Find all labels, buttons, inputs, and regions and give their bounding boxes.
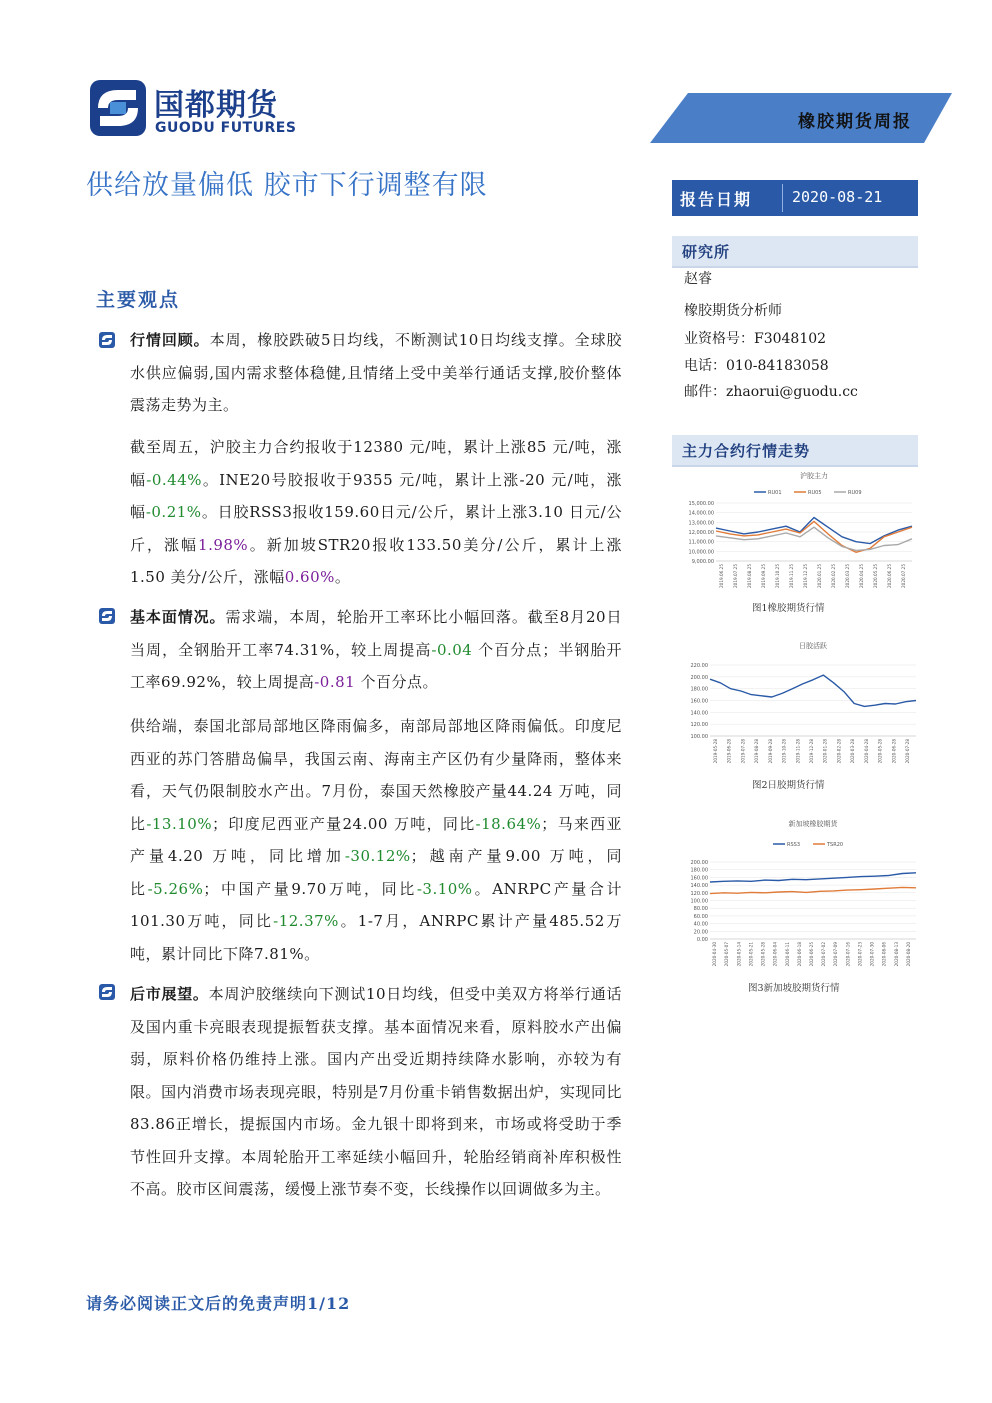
y-tick-label: 40.00 — [693, 921, 708, 928]
chart-3-svg — [676, 815, 918, 975]
institute-header — [672, 236, 918, 268]
y-tick-label: 140.00 — [690, 883, 708, 890]
y-tick-label: 120.00 — [690, 722, 708, 729]
market-review-paragraph — [130, 324, 622, 422]
y-tick-label: 160.00 — [690, 875, 708, 882]
analyst-role: 橡胶期货分析师 — [684, 303, 782, 319]
report-type-label: 橡胶期货周报 — [798, 112, 912, 132]
x-tick-label: 2019-10-28 — [781, 739, 787, 764]
page-title: 供给放量偏低 胶市下行调整有限 — [86, 170, 488, 201]
x-tick-label: 2020-05-07 — [724, 942, 730, 967]
x-tick-label: 2020.01.25 — [817, 564, 822, 588]
series-line-price — [710, 675, 916, 706]
analyst-email: 邮件：zhaorui@guodu.cc — [684, 384, 858, 400]
supply-text-5: ；中国产量9.70万吨，同比 — [203, 879, 417, 898]
x-tick-label: 2020-06-25 — [809, 942, 814, 967]
market-review-text: 本周，橡胶跌破5日均线，不断测试10日均线支撑。全球胶水供应偏弱,国内需求整体稳健,且情绪上受中美举行通话支撑,胶价整体震荡走势为主。 — [130, 331, 622, 414]
y-tick-label: 180.00 — [690, 867, 708, 874]
y-tick-label: 11,000.00 — [688, 539, 714, 546]
chart-1-caption: 图1橡胶期货行情 — [752, 603, 825, 614]
vietnam-yoy-value: -5.26% — [147, 879, 204, 898]
x-tick-label: 2019.07.25 — [733, 564, 738, 588]
x-tick-label: 2020-07-28 — [905, 739, 911, 764]
y-tick-label: 13,000.00 — [688, 520, 714, 527]
x-tick-label: 2020-07-09 — [833, 942, 839, 967]
y-tick-label: 20.00 — [693, 929, 708, 936]
x-tick-label: 2020.06.25 — [887, 564, 892, 588]
chart-1-svg — [676, 468, 918, 592]
x-tick-label: 2019-07-28 — [740, 739, 746, 764]
x-tick-label: 2020-05-28 — [877, 739, 883, 764]
all-steel-change-value: -0.04 — [431, 640, 473, 659]
y-tick-label: 14,000.00 — [688, 510, 714, 517]
outlook-paragraph — [130, 978, 622, 1206]
x-tick-label: 2020-08-20 — [905, 942, 911, 967]
x-tick-label: 2019.06.25 — [719, 564, 724, 588]
x-tick-label: 2020.04.25 — [859, 564, 864, 588]
y-tick-label: 12,000.00 — [688, 530, 714, 536]
y-tick-label: 220.00 — [690, 663, 708, 669]
logo-cn-text: 国都期货 — [154, 88, 278, 123]
x-tick-label: 2020-06-18 — [796, 942, 802, 967]
x-tick-label: 2020-04-28 — [863, 739, 869, 764]
x-tick-label: 2020-07-16 — [845, 942, 851, 967]
supply-paragraph — [130, 710, 622, 970]
logo-mark-icon — [88, 78, 148, 138]
analyst-phone: 电话：010-84183058 — [684, 358, 829, 374]
x-tick-label: 2020-04-30 — [712, 942, 718, 967]
x-tick-label: 2019-08-28 — [754, 739, 760, 764]
y-tick-label: 80.00 — [693, 906, 708, 913]
x-tick-label: 2020-05-21 — [748, 942, 754, 967]
supply-text-2: ；印度尼西亚产量24.00 万吨，同比 — [212, 814, 476, 833]
price-text-1: 截至周五，沪胶主力合约报收于12380 元/吨，累计上涨85 元/吨，涨幅 — [130, 438, 622, 489]
chart-2-caption: 图2日胶期货行情 — [752, 780, 825, 791]
x-tick-label: 2019.08.25 — [747, 564, 752, 588]
trend-header — [672, 435, 918, 467]
x-tick-label: 2019.10.25 — [775, 564, 780, 588]
y-tick-label: 60.00 — [693, 913, 708, 920]
fundamentals-text-2: 个百分点；半钢胎开工率69.92%，较上周提高 — [130, 640, 622, 691]
x-tick-label: 2020-07-30 — [869, 942, 875, 967]
y-tick-label: 10,000.00 — [688, 549, 714, 556]
x-tick-label: 2019-11-28 — [795, 739, 801, 764]
indonesia-yoy-value: -18.64% — [475, 814, 542, 833]
str20-change-value: 0.60% — [284, 568, 335, 586]
y-tick-label: 200.00 — [690, 860, 708, 866]
chart-title: 沪胶主力 — [800, 472, 828, 480]
fundamentals-paragraph — [130, 601, 622, 699]
legend-label: RU05 — [808, 490, 822, 496]
price-text-5: 。 — [334, 568, 351, 586]
fundamentals-lead: 基本面情况。 — [130, 608, 226, 626]
x-tick-label: 2020-07-23 — [857, 942, 863, 967]
rss3-change-value: 1.98% — [198, 535, 249, 554]
x-tick-label: 2019.11.25 — [789, 564, 794, 588]
date-divider — [782, 184, 783, 212]
supply-text-1: 供给端，泰国北部局部地区降雨偏多，南部局部地区降雨偏低。印度尼西亚的苏门答腊岛偏旱，我国云南、海南主产区仍有少量降雨，整体来看，天气仍限制胶水产出。7月份，泰国天然橡胶产量44.24 万吨，同比 — [130, 717, 622, 833]
logo-en-text: GUODU FUTURES — [155, 120, 297, 136]
market-review-lead: 行情回顾。 — [130, 331, 210, 349]
chart-2-svg — [676, 638, 918, 776]
x-tick-label: 2020.03.25 — [845, 564, 850, 588]
x-tick-label: 2020.05.25 — [873, 564, 878, 588]
x-tick-label: 2020-02-28 — [836, 739, 842, 764]
outlook-text: 本周沪胶继续向下测试10日均线，但受中美双方将举行通话及国内重卡亮眼表现提振暂获支撑。基本面情况来看，原料胶水产出偏弱，原料价格仍维持上涨。国内产出受近期持续降水影响，亦较为有限。国内消费市场表现亮眼，特别是7月份重卡销售数据出炉，实现同比83.86正增长，提振国内市场。金九银十即将到来，市场或将受助于季节性回升支撑。本周轮胎开工率延续小幅回升，轮胎经销商补库积极性不高。胶市区间震荡，缓慢上涨节奏不变，长线操作以回调做多为主。 — [130, 985, 622, 1198]
x-tick-label: 2020.07.25 — [901, 564, 906, 588]
shfe-change-value: -0.44% — [146, 470, 203, 489]
report-date-label: 报告日期 — [680, 190, 753, 209]
chart-3 — [676, 815, 918, 975]
footer-disclaimer: 请务必阅读正文后的免责声明1/12 — [86, 1294, 351, 1313]
x-tick-label: 2020-07-02 — [821, 942, 827, 967]
x-tick-label: 2019-06-28 — [726, 739, 732, 764]
y-tick-label: 120.00 — [690, 890, 708, 897]
bullet-icon — [98, 607, 116, 625]
china-yoy-value: -3.10% — [416, 879, 473, 898]
semi-steel-change-value: -0.81 — [314, 673, 356, 691]
price-summary-paragraph — [130, 431, 622, 594]
company-logo — [88, 78, 328, 140]
supply-text-4: ；越南产量9.00 万吨，同比 — [130, 847, 623, 898]
y-tick-label: 180.00 — [690, 686, 708, 693]
x-tick-label: 2019-05-28 — [712, 739, 718, 764]
legend-label: RSS3 — [787, 842, 801, 848]
y-tick-label: 15,000.00 — [688, 501, 714, 507]
x-tick-label: 2020-03-28 — [850, 739, 856, 764]
price-text-4: 。新加坡STR20报收133.50美分/公斤，累计上涨1.50 美分/公斤，涨幅 — [130, 535, 622, 586]
report-date-box — [672, 180, 918, 216]
bullet-icon — [98, 331, 116, 349]
bullet-icon — [98, 983, 116, 1001]
report-type-banner — [650, 93, 952, 143]
analyst-license: 业资格号：F3048102 — [684, 331, 827, 347]
chart-2 — [676, 638, 918, 776]
anrpc-yoy-value: -12.37% — [273, 912, 339, 930]
x-tick-label: 2020-06-04 — [772, 942, 778, 967]
chart-title: 日胶活跃 — [799, 642, 827, 650]
x-tick-label: 2020-06-28 — [891, 739, 897, 764]
report-date-value: 2020-08-21 — [792, 188, 883, 206]
y-tick-label: 9,000.00 — [691, 559, 714, 565]
fundamentals-text-3: 个百分点。 — [355, 673, 438, 691]
price-text-3: 。日胶RSS3报收159.60日元/公斤，累计上涨3.10 日元/公斤，涨幅 — [130, 503, 622, 554]
x-tick-label: 2020-06-11 — [784, 942, 790, 967]
trend-header-label: 主力合约行情走势 — [682, 442, 811, 460]
x-tick-label: 2019.12.25 — [803, 564, 808, 588]
y-tick-label: 100.00 — [690, 734, 708, 740]
analyst-name: 赵睿 — [684, 271, 712, 287]
y-tick-label: 160.00 — [690, 698, 708, 705]
x-tick-label: 2019.09.25 — [761, 564, 766, 588]
outlook-lead: 后市展望。 — [130, 985, 209, 1003]
y-tick-label: 200.00 — [690, 674, 708, 681]
x-tick-label: 2019-09-28 — [767, 739, 773, 764]
chart-1 — [676, 468, 918, 592]
x-tick-label: 2020-08-06 — [881, 942, 887, 967]
x-tick-label: 2020-05-14 — [736, 942, 742, 967]
x-tick-label: 2020-01-28 — [822, 739, 828, 764]
chart-title: 新加坡橡胶期货 — [788, 820, 838, 828]
ine-change-value: -0.21% — [145, 503, 202, 521]
fundamentals-text-1: 需求端，本周，轮胎开工率环比小幅回落。截至8月20日当周，全钢胎开工率74.31%，较上周提高 — [130, 608, 622, 659]
legend-label: TSR20 — [827, 842, 844, 848]
y-tick-label: 0.00 — [696, 937, 708, 943]
y-tick-label: 100.00 — [690, 898, 708, 905]
x-tick-label: 2020-08-13 — [893, 942, 899, 967]
x-tick-label: 2019-12-28 — [809, 739, 814, 764]
supply-text-6: 。ANRPC产量合计101.30万吨，同比 — [130, 879, 622, 930]
x-tick-label: 2020-05-28 — [760, 942, 766, 967]
supply-text-3: ；马来西亚产量4.20 万吨，同比增加 — [130, 814, 622, 865]
chart-3-caption: 图3新加坡胶期货行情 — [748, 983, 840, 994]
x-tick-label: 2020.02.25 — [831, 564, 836, 588]
supply-text-7: 。1-7月，ANRPC累计产量485.52万吨，累计同比下降7.81%。 — [130, 912, 622, 963]
legend-label: RU01 — [768, 490, 782, 496]
legend-label: RU09 — [848, 490, 862, 496]
malaysia-yoy-value: -30.12% — [344, 847, 411, 865]
price-text-2: 。INE20号胶报收于9355 元/吨，累计上涨-20 元/吨，涨幅 — [130, 470, 622, 521]
thailand-yoy-value: -13.10% — [146, 814, 213, 833]
section-heading: 主要观点 — [96, 289, 181, 311]
y-tick-label: 140.00 — [690, 710, 708, 717]
institute-header-label: 研究所 — [682, 243, 731, 261]
